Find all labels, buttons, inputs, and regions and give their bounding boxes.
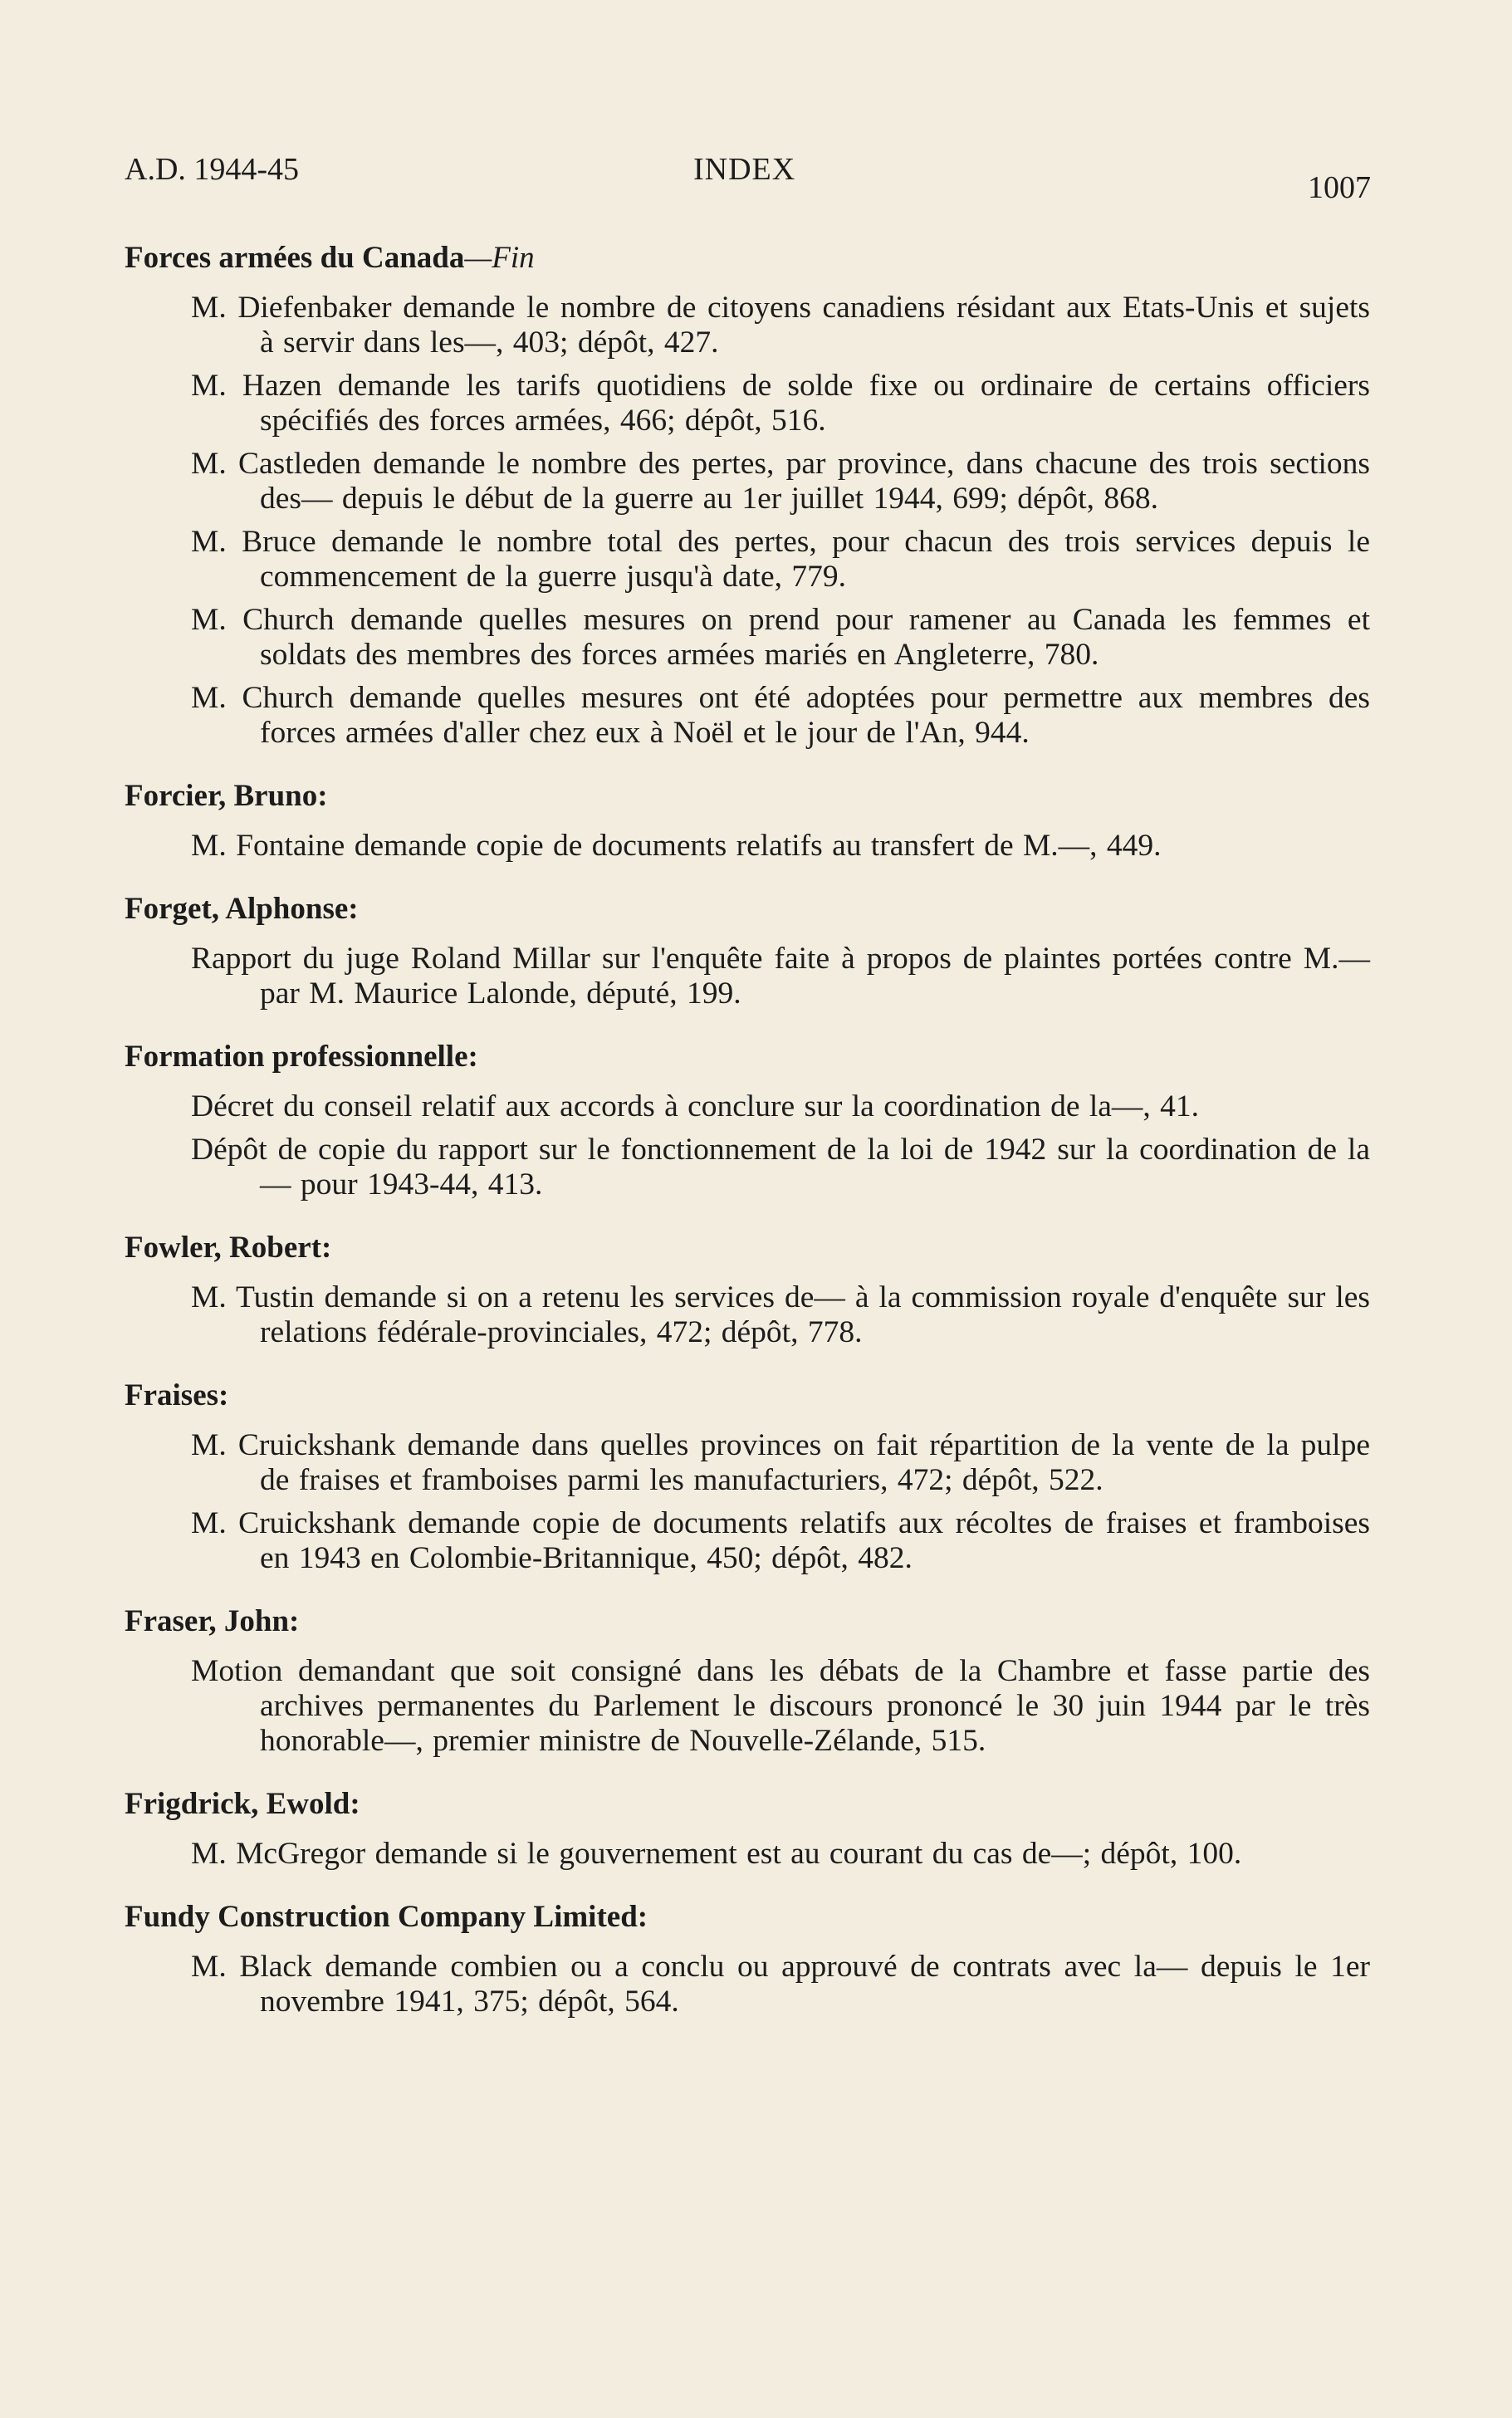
entry-item: Décret du conseil relatif aux accords à conclure sur la coordination de la—, 41. xyxy=(191,1089,1200,1123)
entry-item: M. Fontaine demande copie de documents relatifs au transfert de M.—, 449. xyxy=(191,829,1162,863)
index-entry xyxy=(125,1378,1370,1576)
entry-heading xyxy=(125,1900,1370,1935)
entry-item: M. Tustin demande si on a retenu les services de— à la commission royale d'enquête sur les relations fédérale-provinciales, 472; dépôt, 778. xyxy=(191,1280,1370,1349)
entry-item: Dépôt de copie du rapport sur le fonctionnement de la loi de 1942 sur la coordination de la— pour 1943-44, 413. xyxy=(191,1133,1370,1202)
index-entry xyxy=(125,1231,1370,1350)
entry-item: M. McGregor demande si le gouvernement est au courant du cas de—; dépôt, 100. xyxy=(191,1837,1242,1871)
entry-heading-text: Formation professionnelle: xyxy=(125,1040,478,1074)
index-entry xyxy=(125,892,1370,1011)
entry-heading xyxy=(125,1604,1370,1639)
entry-item: M. Hazen demande les tarifs quotidiens de solde fixe ou ordinaire de certains officiers spécifiés des forces armées, 466; dépôt, 516. xyxy=(191,369,1370,438)
index-entry xyxy=(125,1604,1370,1759)
entry-item: M. Cruickshank demande copie de documents relatifs aux récoltes de fraises et framboises en 1943 en Colombie-Britannique, 450; dépôt, 482. xyxy=(191,1506,1370,1575)
page-number: 1007 xyxy=(1308,170,1371,205)
entry-item: M. Cruickshank demande dans quelles provinces on fait répartition de la vente de la pulpe de fraises et framboises parmi les manufacturiers, 472; dépôt, 522. xyxy=(191,1428,1370,1497)
entry-heading xyxy=(125,241,1370,276)
entry-heading-text: Frigdrick, Ewold: xyxy=(125,1787,360,1821)
index-entry xyxy=(125,241,1370,751)
entry-heading xyxy=(125,892,1370,927)
index-entry xyxy=(125,1040,1370,1202)
entry-heading xyxy=(125,1378,1370,1413)
entry-item: M. Diefenbaker demande le nombre de citoyens canadiens résidant aux Etats-Unis et sujets à servir dans les—, 403; dépôt, 427. xyxy=(191,291,1370,360)
index-entry xyxy=(125,1787,1370,1872)
entry-item: M. Castleden demande le nombre des pertes, par province, dans chacune des trois sections des— depuis le début de la guerre au 1er juillet 1944, 699; dépôt, 868. xyxy=(191,447,1370,516)
header-year: A.D. 1944-45 xyxy=(125,152,300,187)
entry-heading-text: Fundy Construction Company Limited: xyxy=(125,1900,648,1934)
index-entry xyxy=(125,779,1370,864)
running-header xyxy=(125,151,1371,205)
entry-heading-text: Forcier, Bruno: xyxy=(125,779,328,813)
entry-heading xyxy=(125,1231,1370,1265)
entry-heading xyxy=(125,779,1370,814)
entry-heading-text: Fraser, John: xyxy=(125,1604,300,1638)
entry-item: M. Church demande quelles mesures ont été adoptées pour permettre aux membres des forces armées d'aller chez eux à Noël et le jour de l'An, 944. xyxy=(191,681,1370,750)
entry-heading-suffix: —Fin xyxy=(464,241,535,275)
entry-item: Motion demandant que soit consigné dans les débats de la Chambre et fasse partie des archives permanentes du Parlement le discours prononcé le 30 juin 1944 par le très honorable—, premier ministre de Nouvelle-Zélande, 515. xyxy=(191,1654,1370,1758)
entry-heading-text: Fowler, Robert: xyxy=(125,1231,332,1265)
entry-heading xyxy=(125,1040,1370,1074)
header-title: INDEX xyxy=(693,152,796,187)
entry-heading-text: Forget, Alphonse: xyxy=(125,892,359,926)
entry-item: M. Church demande quelles mesures on prend pour ramener au Canada les femmes et soldats des membres des forces armées mariés en Angleterre, 780. xyxy=(191,603,1370,672)
entry-heading xyxy=(125,1787,1370,1822)
entry-heading-text: Forces armées du Canada xyxy=(125,241,465,275)
index-entry xyxy=(125,1900,1370,2019)
entry-item: M. Black demande combien ou a conclu ou approuvé de contrats avec la— depuis le 1er novembre 1941, 375; dépôt, 564. xyxy=(191,1950,1370,2019)
entry-item: Rapport du juge Roland Millar sur l'enquête faite à propos de plaintes portées contre M.— par M. Maurice Lalonde, député, 199. xyxy=(191,942,1370,1011)
entry-heading-text: Fraises: xyxy=(125,1378,229,1412)
entry-item: M. Bruce demande le nombre total des pertes, pour chacun des trois services depuis le commencement de la guerre jusqu'à date, 779. xyxy=(191,525,1370,594)
index-entries xyxy=(125,241,1370,2048)
